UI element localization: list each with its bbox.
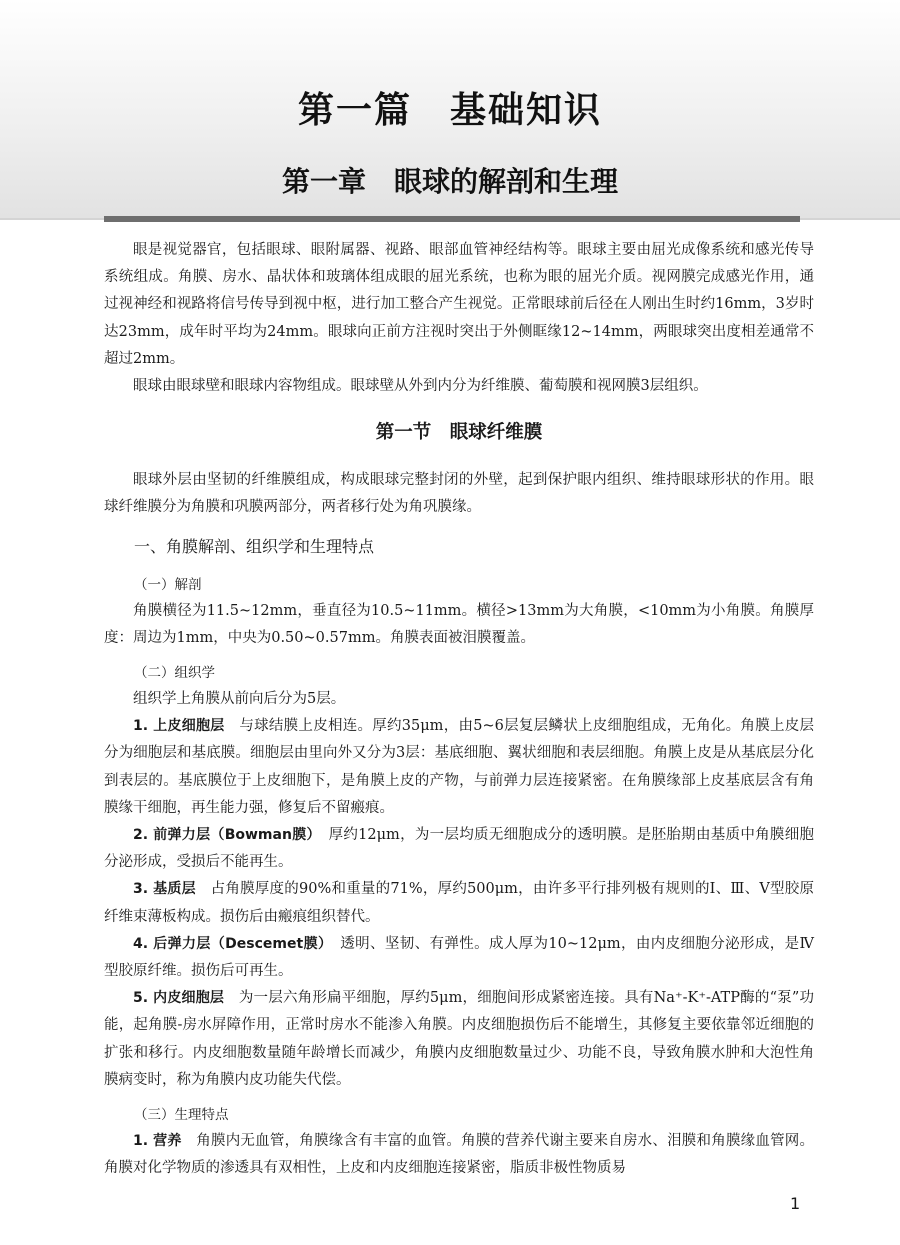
- intro-paragraph-2: 眼球由眼球壁和眼球内容物组成。眼球壁从外到内分为纤维膜、葡萄膜和视网膜3层组织。: [133, 378, 708, 395]
- layer-text: 占角膜厚度的90%和重量的71%，厚约500μm，由许多平行排列极有规则的Ⅰ、Ⅲ、Ⅴ型胶原纤维束薄板构成。损伤后由瘢痕组织替代。: [104, 881, 814, 925]
- layer-term: 3. 基质层: [133, 881, 196, 898]
- physiology-heading: （三）生理特点: [134, 1107, 229, 1124]
- header-rule: [104, 216, 800, 222]
- page-number: 1: [790, 1194, 801, 1213]
- layer-paragraph: [104, 876, 814, 930]
- layer-text: 为一层六角形扁平细胞，厚约5μm，细胞间形成紧密连接。具有Na⁺-K⁺-ATP酶的“泵”功能，起角膜-房水屏障作用，正常时房水不能渗入角膜。内皮细胞损伤后不能增生，其修复主要依靠邻近细胞的扩张和移行。内皮细胞数量随年龄增长而减少，角膜内皮细胞数量过少、功能不良，导致角膜水肿和大泡性角膜病变时，称为角膜内皮功能失代偿。: [104, 990, 815, 1088]
- layer-term: 2. 前弹力层（Bowman膜）: [133, 827, 314, 844]
- header-rule-left: [0, 218, 104, 220]
- layer-text: 与球结膜上皮相连。厚约35μm，由5~6层复层鳞状上皮细胞组成，无角化。角膜上皮层分为细胞层和基底膜。细胞层由里向外又分为3层：基底细胞、翼状细胞和表层细胞。角膜上皮是从基底层分化到表层的。基底膜位于上皮细胞下，是角膜上皮的产物，与前弹力层连接紧密。在角膜缘部上皮基底层含有角膜缘干细胞，再生能力强，修复后不留瘢痕。: [104, 718, 815, 816]
- layer-paragraph: [104, 713, 814, 822]
- histology-heading: （二）组织学: [134, 665, 215, 682]
- part-title: 第一篇 基础知识: [297, 89, 602, 131]
- anatomy-heading: （一）解剖: [134, 576, 202, 593]
- physiology-text: 角膜内无血管，角膜缘含有丰富的血管。角膜的营养代谢主要来自房水、泪膜和角膜缘血管网。角膜对化学物质的渗透具有双相性，上皮和内皮细胞连接紧密，脂质非极性物质易: [104, 1133, 815, 1177]
- chapter-title: 第一章 眼球的解剖和生理: [281, 165, 618, 198]
- layer-paragraph: [104, 931, 814, 985]
- layer-paragraph: [104, 985, 814, 1094]
- layer-text: 厚约12μm，为一层均质无细胞成分的透明膜。是胚胎期由基质中角膜细胞分泌形成，受损后不能再生。: [104, 827, 814, 871]
- layer-term: 1. 上皮细胞层: [133, 718, 225, 735]
- layer-text: 透明、坚韧、有弹性。成人厚为10~12μm，由内皮细胞分泌形成，是Ⅳ型胶原纤维。损伤后可再生。: [104, 935, 815, 980]
- physiology-term: 1. 营养: [133, 1133, 182, 1150]
- subsection-title: 一、角膜解剖、组织学和生理特点: [134, 536, 375, 556]
- layer-term: 5. 内皮细胞层: [133, 990, 225, 1007]
- intro-paragraph-1: 眼是视觉器官，包括眼球、眼附属器、视路、眼部血管神经结构等。眼球主要由屈光成像系统和感光传导系统组成。角膜、房水、晶状体和玻璃体组成眼的屈光系统，也称为眼的屈光介质。视网膜完成感光作用，通过视神经和视路将信号传导到视中枢，进行加工整合产生视觉。正常眼球前后径在人刚出生时约16mm，3岁时达23mm，成年时平均为24mm。眼球向正前方注视时突出于外侧眶缘12~14mm，两眼球突出度相差通常不超过2mm。: [104, 242, 814, 367]
- section-title: 第一节 眼球纤维膜: [375, 422, 543, 444]
- layer-term: 4. 后弹力层（Descemet膜）: [133, 935, 326, 952]
- anatomy-text: 角膜横径为11.5~12mm，垂直径为10.5~11mm。横径>13mm为大角膜，<10mm为小角膜。角膜厚度：周边为1mm，中央为0.50~0.57mm。角膜表面被泪膜覆盖。: [104, 602, 814, 646]
- header-rule-right: [800, 218, 900, 220]
- layer-paragraph: [104, 822, 814, 876]
- physiology-paragraph: [104, 1128, 814, 1182]
- page-body: [104, 237, 814, 1182]
- section-intro: 眼球外层由坚韧的纤维膜组成，构成眼球完整封闭的外壁，起到保护眼内组织、维持眼球形状的作用。眼球纤维膜分为角膜和巩膜两部分，两者移行处为角巩膜缘。: [104, 472, 814, 516]
- histology-intro: 组织学上角膜从前向后分为5层。: [133, 691, 346, 708]
